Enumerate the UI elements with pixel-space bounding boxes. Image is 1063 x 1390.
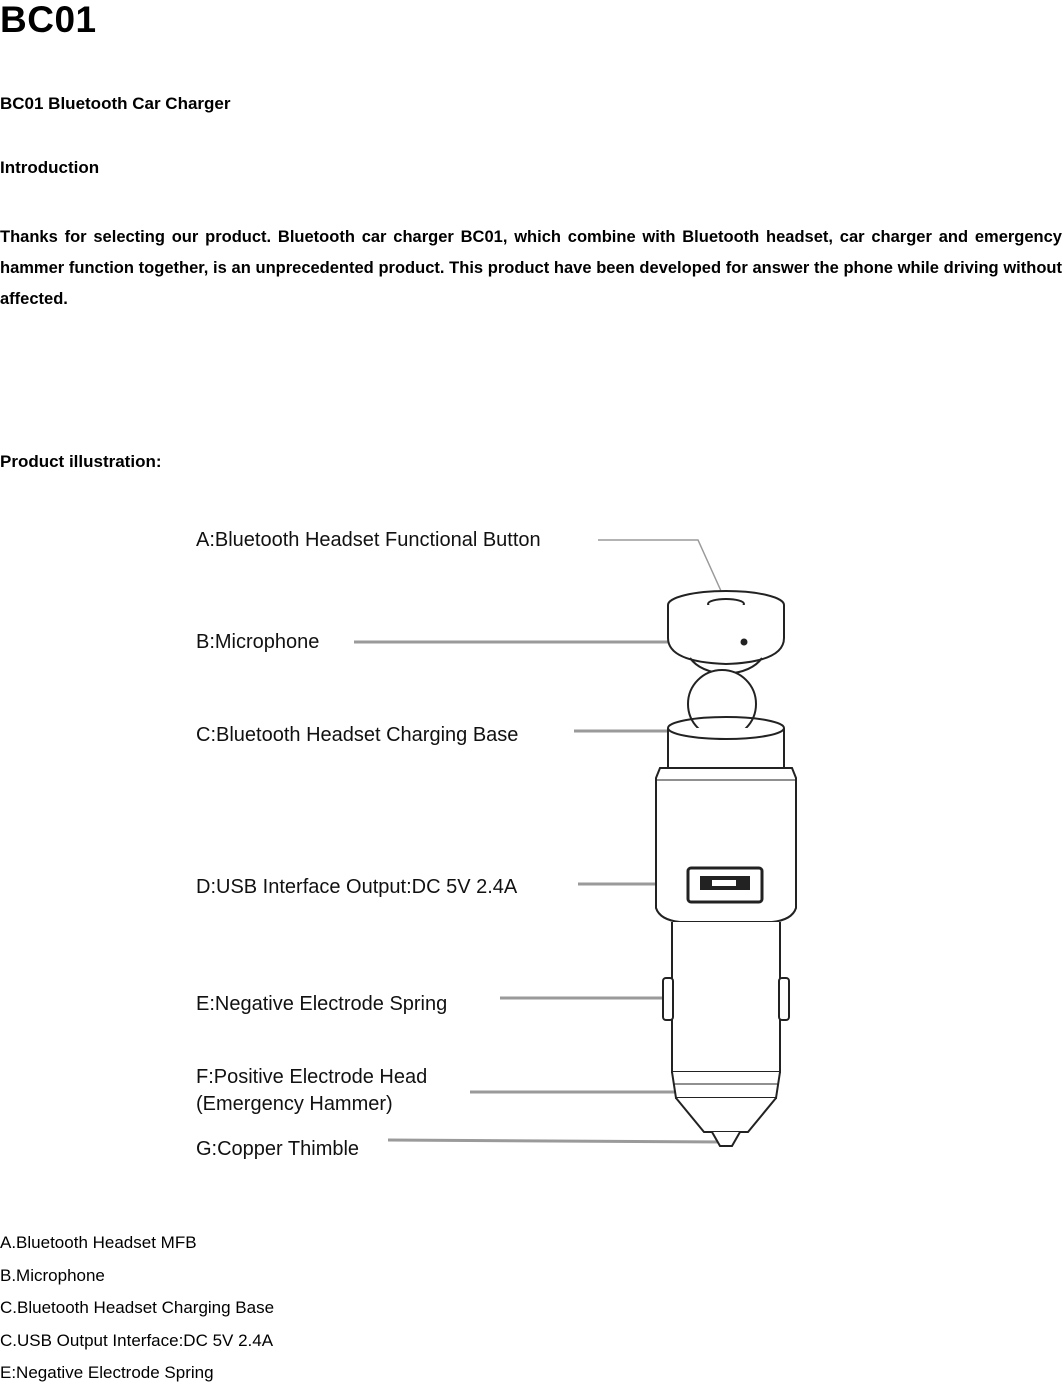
parts-list	[0, 1227, 274, 1390]
leader-line-g	[388, 1140, 724, 1142]
parts-list-item: B.Microphone	[0, 1265, 105, 1285]
parts-list-item: A.Bluetooth Headset MFB	[0, 1233, 197, 1252]
label-f-line2: (Emergency Hammer)	[196, 1093, 393, 1115]
parts-list-item: C.USB Output Interface:DC 5V 2.4A	[0, 1330, 274, 1350]
negative-spring-right	[779, 978, 789, 1020]
charger-barrel	[672, 922, 780, 1072]
introduction-heading: Introduction	[0, 158, 100, 177]
illustration-heading: Product illustration:	[0, 452, 162, 471]
label-g: G:Copper Thimble	[196, 1138, 360, 1160]
label-d: D:USB Interface Output:DC 5V 2.4A	[196, 876, 518, 898]
document-title: BC01	[0, 0, 97, 40]
label-a: A:Bluetooth Headset Functional Button	[196, 529, 541, 551]
parts-list-item: E:Negative Electrode Spring	[0, 1363, 214, 1382]
label-b: B:Microphone	[196, 631, 320, 653]
car-charger-drawing	[656, 591, 796, 1146]
headset-body	[668, 605, 784, 664]
emergency-hammer-cone	[676, 1098, 776, 1132]
label-e: E:Negative Electrode Spring	[196, 993, 448, 1015]
parts-list-item: C.Bluetooth Headset Charging Base	[0, 1298, 275, 1317]
product-diagram	[0, 500, 1063, 1180]
document-subtitle: BC01 Bluetooth Car Charger	[0, 94, 231, 113]
copper-thimble	[712, 1132, 740, 1146]
introduction-paragraph: Thanks for selecting our product. Bluetooth car charger BC01, which combine with Bluetooth headset, car charger and emergency hammer function together, is an unprecedented product. This product have been developed for answer the phone while driving without affected.	[0, 228, 1062, 308]
label-f-line1: F:Positive Electrode Head	[196, 1066, 428, 1088]
microphone-hole	[742, 640, 747, 645]
label-c: C:Bluetooth Headset Charging Base	[196, 724, 519, 746]
negative-spring-left	[663, 978, 673, 1020]
charging-base	[668, 728, 784, 768]
earbud-tip	[688, 670, 756, 738]
positive-electrode-head	[672, 1072, 780, 1098]
